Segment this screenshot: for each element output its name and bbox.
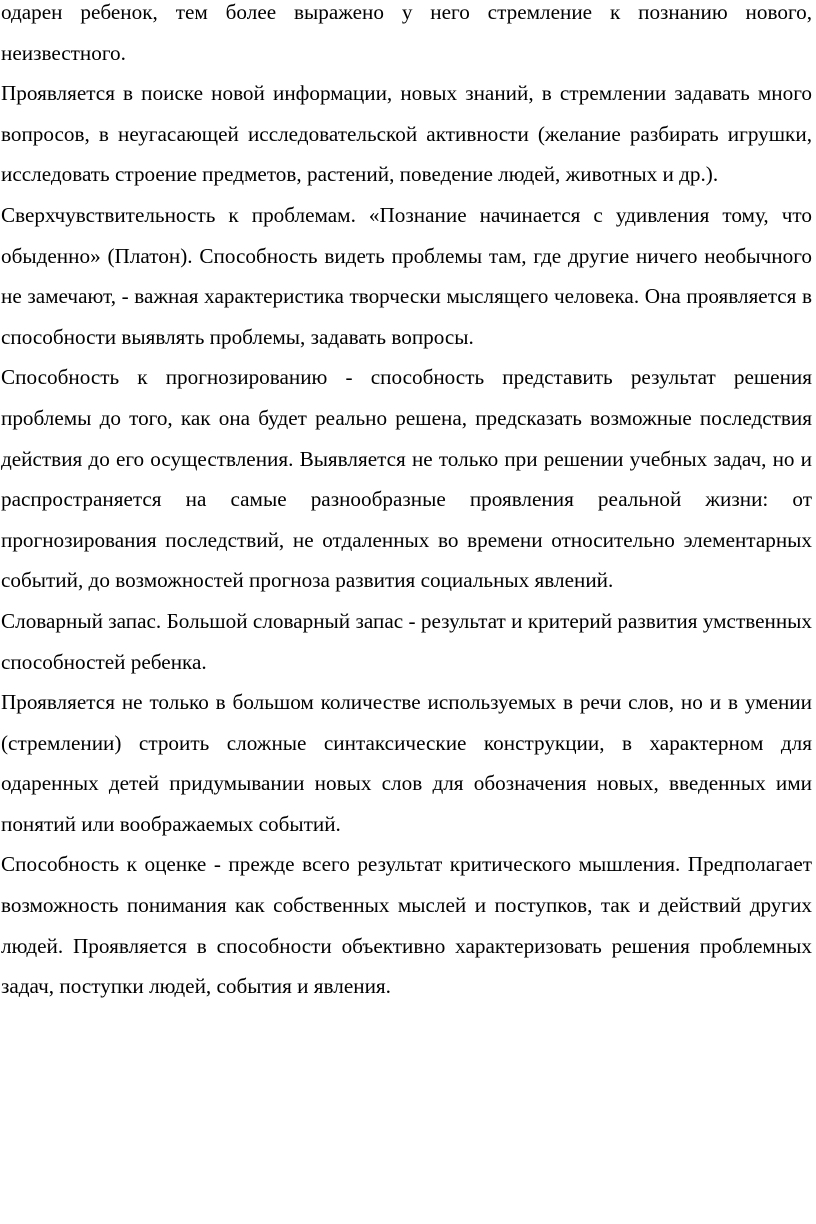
paragraph-vocabulary-manifestation: Проявляется не только в большом количестве используемых в речи слов, но и в умении (стремлении) строить сложные синтаксические конструкции, в характерном для одаренных детей придумывании новых слов для обозначения новых, введенных ими понятий или воображаемых событий. (1, 690, 812, 836)
paragraph-vocabulary: Словарный запас. Большой словарный запас - результат и критерий развития умственных способностей ребенка. (1, 608, 812, 674)
paragraph-evaluation-ability: Способность к оценке - прежде всего результат критического мышления. Предполагает возможность понимания как собственных мыслей и поступков, так и действий других людей. Проявляется в способности объективно характеризовать решения проблемных задач, поступки людей, события и явления. (1, 852, 812, 999)
paragraph-forecasting-ability: Способность к прогнозированию - способность представить результат решения проблемы до того, как она будет реально решена, предсказать возможные последствия действия до его осуществления. Выявляется не только при решении учебных задач, но и распространяется на самые разнообразные проявления реальной жизни: от прогнозирования последствий, не отдаленных во времени относительно элементарных событий, до возможностей прогноза развития социальных явлений. (1, 365, 812, 593)
paragraph-curiosity-intro: одарен ребенок, тем более выражено у него стремление к познанию нового, неизвестного. (1, 0, 812, 65)
paragraph-curiosity-manifestation: Проявляется в поиске новой информации, новых знаний, в стремлении задавать много вопросов, в неугасающей исследовательской активности (желание разбирать игрушки, исследовать строение предметов, растений, поведение людей, животных и др.). (1, 81, 812, 187)
paragraph-problem-sensitivity: Сверхчувствительность к проблемам. «Познание начинается с удивления тому, что обыденно» (Платон). Способность видеть проблемы там, где другие ничего необычного не замечают, - важная характеристика творчески мыслящего человека. Она проявляется в способности выявлять проблемы, задавать вопросы. (1, 202, 812, 349)
